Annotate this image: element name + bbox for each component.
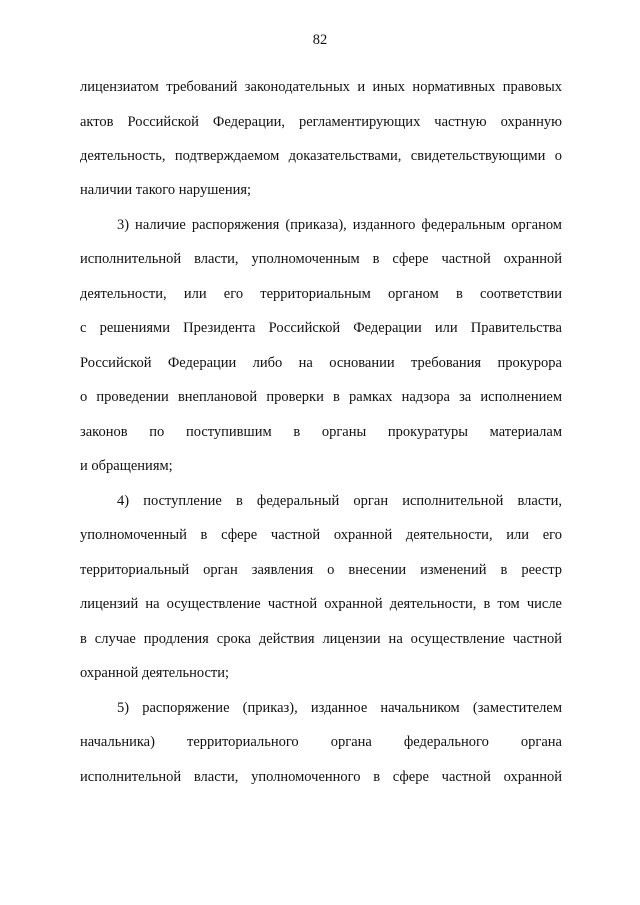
text-line: исполнительной власти, уполномоченного в сфере частной охранной [80, 769, 562, 785]
text-line: уполномоченный в сфере частной охранной деятельности, или его [80, 527, 562, 543]
text-line: законов по поступившим в органы прокуратуры материалам [80, 424, 562, 440]
list-item-4-start: 4) поступление в федеральный орган исполнительной власти, [117, 493, 562, 509]
text-line: лицензиатом требований законодательных и иных нормативных правовых [80, 79, 562, 95]
text-line: с решениями Президента Российской Федерации или Правительства [80, 320, 562, 336]
text-line: актов Российской Федерации, регламентирующих частную охранную [80, 114, 562, 130]
text-line: Российской Федерации либо на основании требования прокурора [80, 355, 562, 371]
list-item-5-start: 5) распоряжение (приказ), изданное начальником (заместителем [117, 700, 562, 716]
text-line: о проведении внеплановой проверки в рамках надзора за исполнением [80, 389, 562, 405]
text-line: в случае продления срока действия лицензии на осуществление частной [80, 631, 562, 647]
text-line: и обращениям; [80, 458, 173, 474]
text-line: исполнительной власти, уполномоченным в сфере частной охранной [80, 251, 562, 267]
text-line: территориальный орган заявления о внесении изменений в реестр [80, 562, 562, 578]
text-line: наличии такого нарушения; [80, 182, 252, 198]
text-line: начальника) территориального органа федерального органа [80, 734, 562, 750]
text-line: деятельности, или его территориальным органом в соответствии [80, 286, 562, 302]
text-line: охранной деятельности; [80, 665, 230, 681]
text-line: лицензий на осуществление частной охранной деятельности, в том числе [80, 596, 562, 612]
page-number: 82 [312, 32, 328, 48]
list-item-3-start: 3) наличие распоряжения (приказа), изданного федеральным органом [117, 217, 562, 233]
text-line: деятельность, подтверждаемом доказательствами, свидетельствующими о [80, 148, 562, 164]
